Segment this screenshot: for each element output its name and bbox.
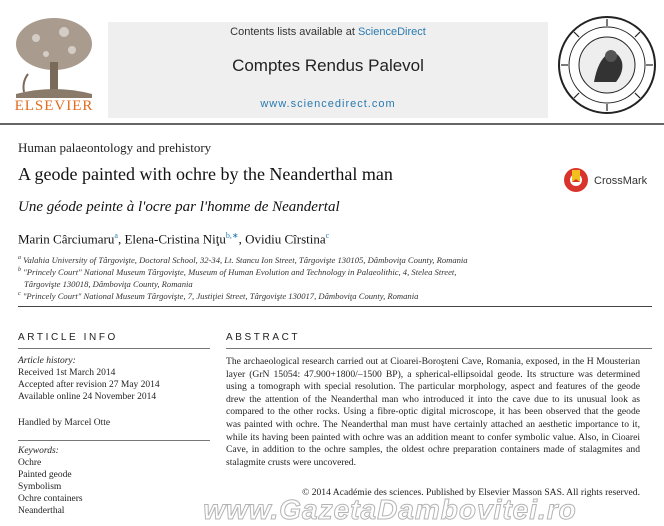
affiliation-text: Valahia University of Târgovişte, Doctoral School, 32-34, Lt. Stancu Ion Street, Târgovişte 130105, Dâmboviţa County, Romania xyxy=(23,255,468,265)
abstract-text: The archaeological research carried out at Cioarei-Boroşteni Cave, Romania, exposed, in the H Mousterian layer (GrN 15054: 47.900+1800/–1500 BP), a spherical-ellipsoidal geode. Its structure was determined using a tomograph with special resolution. The particular morphology, aspect and features of the geode drew the attention of the Neanderthal man who introduced it into the cave due to its unusual look as compared to the other rocks. Using a fibre-optic digital microscope, it has been observed that the geode was painted with ochre. The Neanderthal man must have certainly attached an aesthetic importance to it, while its having been painted with ochre was an addition meant to confer symbolic value. Also, in Cioarei Cave, in addition to the ochre samples, the oldest ochre preparation containers made of stalagmites and stalagmite crusts were uncovered. xyxy=(226,356,640,468)
author-name[interactable]: Marin Cârciumaru xyxy=(18,231,115,247)
affiliation-text: Târgovişte 130018, Dâmboviţa County, Romania xyxy=(24,279,193,289)
author-name[interactable]: Elena-Cristina Niţu xyxy=(124,231,226,247)
journal-homepage-link[interactable]: www.sciencedirect.com xyxy=(260,98,396,110)
article-title: A geode painted with ochre by the Neanderthal man xyxy=(18,164,393,184)
article-section: Human palaeontology and prehistory xyxy=(18,140,212,155)
accepted-date: Accepted after revision 27 May 2014 xyxy=(18,380,160,390)
affiliation-mark: b xyxy=(18,267,21,274)
journal-header xyxy=(0,0,664,122)
article-info-heading: ARTICLE INFO xyxy=(18,332,118,343)
author-affiliation-mark[interactable]: b,∗ xyxy=(225,231,239,240)
contents-prefix: Contents lists available at xyxy=(230,26,358,38)
section-rule xyxy=(18,306,652,307)
affiliation xyxy=(24,279,193,289)
info-rule xyxy=(18,440,210,441)
affiliation-text: "Princely Court" National Museum Târgovişte, Museum of Human Evolution and Technology in Palaeolithic, 4, Stelea Street, xyxy=(23,267,457,277)
handling-editor: Handled by Marcel Otte xyxy=(18,418,111,428)
info-rule xyxy=(18,348,210,349)
affiliation xyxy=(18,267,456,277)
abstract-rule xyxy=(226,348,652,349)
affiliation-mark: a xyxy=(18,255,21,262)
history-label: Article history: xyxy=(18,356,76,366)
affiliation xyxy=(18,291,418,301)
affiliation-mark: c xyxy=(18,291,21,298)
author-affiliation-mark[interactable]: a xyxy=(114,231,118,240)
academie-seal-icon xyxy=(556,12,658,118)
keyword: Ochre containers xyxy=(18,494,83,504)
article-subtitle: Une géode peinte à l'ocre par l'homme de Neandertal xyxy=(18,199,340,215)
affiliation xyxy=(18,255,468,265)
keyword: Symbolism xyxy=(18,482,62,492)
author-separator: , xyxy=(117,231,125,247)
online-date: Available online 24 November 2014 xyxy=(18,392,157,402)
received-date: Received 1st March 2014 xyxy=(18,368,116,378)
keywords-label: Keywords: xyxy=(18,446,59,456)
author-name[interactable]: Ovidiu Cîrstina xyxy=(245,231,326,247)
keyword: Ochre xyxy=(18,458,42,468)
header-rule xyxy=(0,123,664,125)
watermark: www.GazetaDambovitei.ro xyxy=(203,494,577,525)
author-affiliation-mark[interactable]: c xyxy=(325,231,330,240)
author-list xyxy=(18,231,329,247)
publisher-logo: ELSEVIER xyxy=(14,98,94,114)
contents-line xyxy=(108,26,548,38)
abstract-heading: ABSTRACT xyxy=(226,332,301,343)
journal-title: Comptes Rendus Palevol xyxy=(232,56,424,75)
author-separator: , xyxy=(238,231,246,247)
crossmark-label[interactable]: CrossMark xyxy=(594,175,648,187)
sciencedirect-link[interactable]: ScienceDirect xyxy=(357,26,426,38)
keyword: Painted geode xyxy=(18,470,72,480)
copyright-notice: © 2014 Académie des sciences. Published by Elsevier Masson SAS. All rights reserved. xyxy=(302,487,640,498)
affiliation-text: "Princely Court" National Museum Târgovişte, 7, Justiţiei Street, Târgovişte 130017, Dâmboviţa County, Romania xyxy=(22,291,419,301)
keyword: Neanderthal xyxy=(18,506,65,516)
